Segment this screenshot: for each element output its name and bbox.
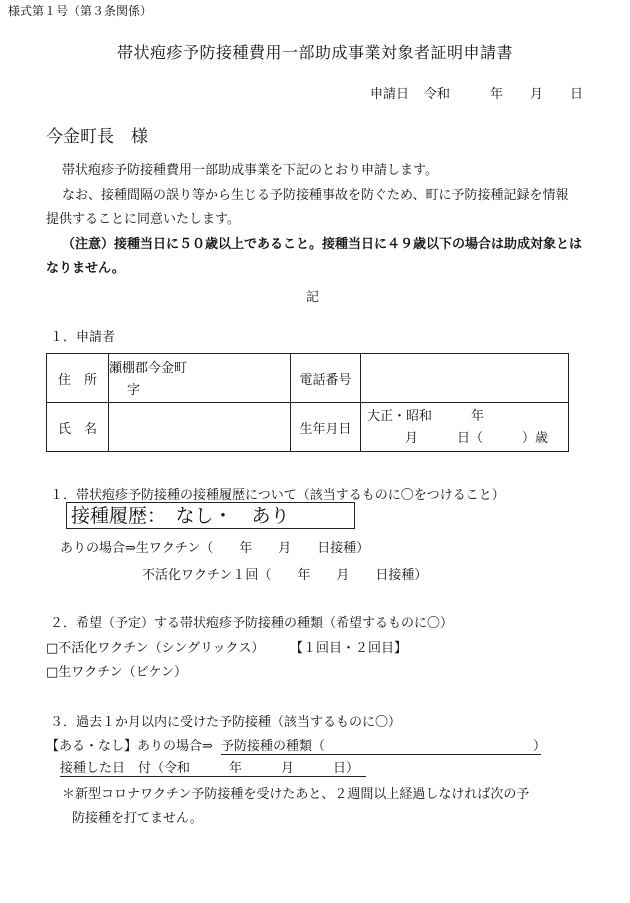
birthdate-label: 生年月日 <box>291 403 361 452</box>
dose-choice[interactable]: 【１回目・２回目】 <box>290 641 408 656</box>
name-label: 氏 名 <box>47 403 109 452</box>
notice-line-2: なりません。 <box>46 261 125 276</box>
applicant-table <box>46 353 569 452</box>
birthdate-month-day-age: 月 日（ ）歳 <box>405 431 549 446</box>
page-title: 帯状疱疹予防接種費用一部助成事業対象者証明申請書 <box>116 43 513 62</box>
ki-heading: 記 <box>306 290 320 305</box>
intro-line-3: 提供することに同意いたします。 <box>46 212 240 227</box>
covid-note-line-1: ＊新型コロナワクチン予防接種を受けたあと、２週間以上経過しなければ次の予 <box>62 787 530 802</box>
day-label: 日 <box>570 87 584 102</box>
address-label: 住 所 <box>47 354 109 403</box>
section1-heading: １．申請者 <box>50 330 116 345</box>
section3-heading: ３．過去１か月以内に受けた予防接種（該当するものに〇） <box>50 715 402 730</box>
addressee: 今金町長 様 <box>46 127 148 147</box>
birthdate-era-year: 大正・昭和 年 <box>367 409 485 424</box>
inactivated-vaccine-line: 不活化ワクチン１回（ 年 月 日接種） <box>142 568 428 583</box>
section2-heading: ２．希望（予定）する帯状疱疹予防接種の種類（希望するものに〇） <box>50 616 454 631</box>
phone-label: 電話番号 <box>291 354 361 403</box>
recent-vaccination-date[interactable]: 接種した日 付（令和 年 月 日） <box>60 757 366 777</box>
year-label: 年 <box>490 87 504 102</box>
address-town: 瀬棚郡今金町 <box>109 361 188 376</box>
option-biken-checkbox[interactable]: □生ワクチン（ビケン） <box>46 665 187 680</box>
era-label: 令和 <box>424 87 451 102</box>
form-number: 様式第１号（第３条関係） <box>8 4 153 18</box>
intro-line-2: なお、接種間隔の誤り等から生じる予防接種事故を防ぐため、町に予防接種記録を情報 <box>62 188 569 203</box>
address-aza: 字 <box>127 383 141 398</box>
application-date-label: 申請日 <box>370 87 410 102</box>
notice-line-1: （注意）接種当日に５０歳以上であること。接種当日に４９歳以下の場合は助成対象とは <box>62 237 583 252</box>
option-shingrix-checkbox[interactable]: □不活化ワクチン（シングリックス） <box>46 641 265 656</box>
vaccination-history-box[interactable]: 接種履歴： なし・ あり <box>66 502 355 529</box>
live-vaccine-line: ありの場合⇒生ワクチン（ 年 月 日接種） <box>60 541 370 556</box>
intro-line-1: 帯状疱疹予防接種費用一部助成事業を下記のとおり申請します。 <box>62 163 438 178</box>
covid-note-line-2: 防接種を打てません。 <box>72 811 203 826</box>
month-label: 月 <box>530 87 544 102</box>
recent-vaccine-type[interactable]: 予防接種の種類（ ） <box>221 735 541 755</box>
name-field[interactable] <box>109 403 291 452</box>
address-field[interactable] <box>109 354 291 403</box>
recent-vaccination-choice[interactable]: 【ある・なし】ありの場合⇒ <box>46 739 213 754</box>
birthdate-field[interactable] <box>361 403 569 452</box>
phone-field[interactable] <box>361 354 569 403</box>
history-heading: １．帯状疱疹予防接種の接種履歴について（該当するものに〇をつけること） <box>50 488 505 503</box>
